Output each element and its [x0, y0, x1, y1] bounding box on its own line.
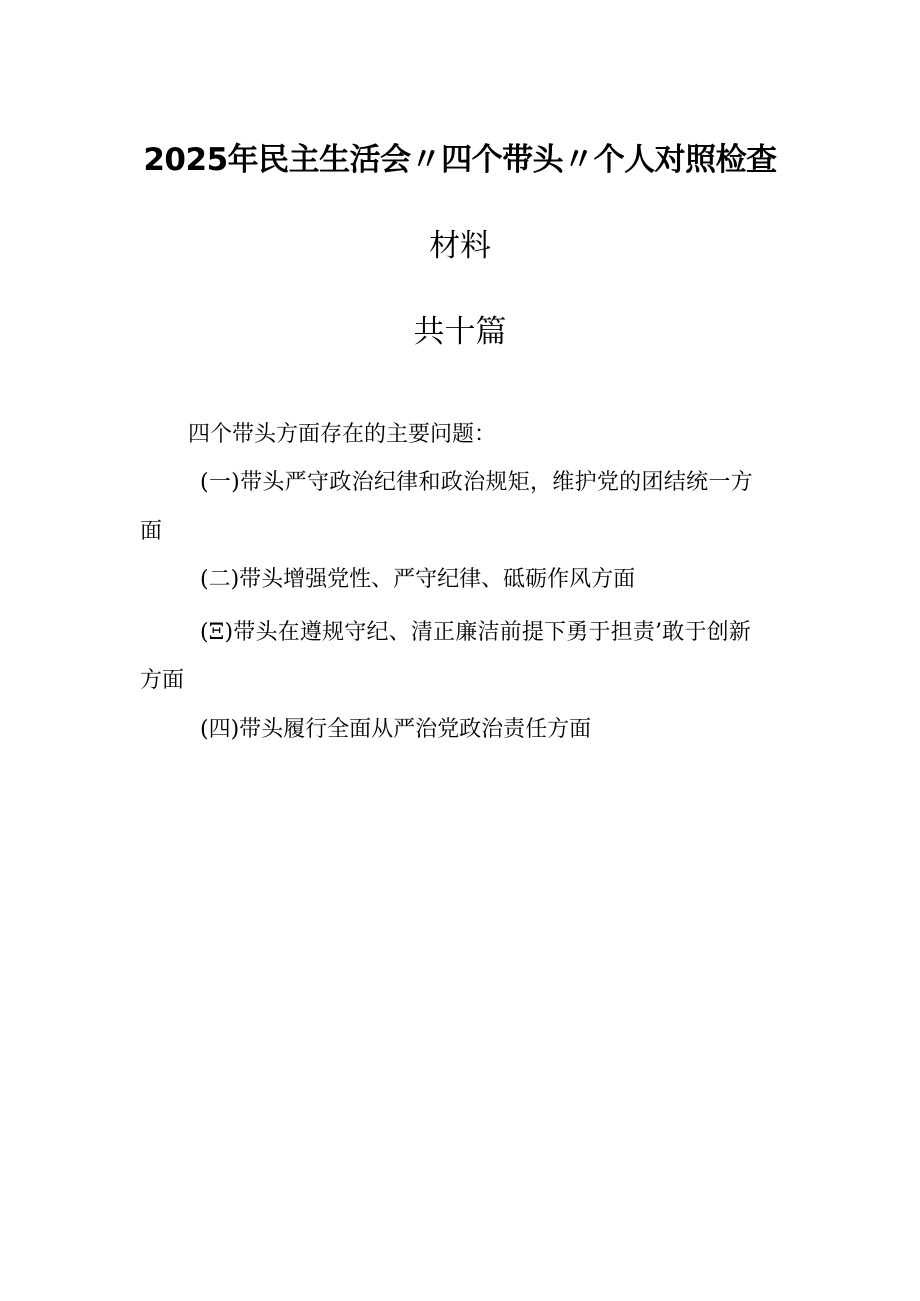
document-title-line-1: 2025年民主生活会〃四个带头〃个人对照检查 — [143, 142, 777, 178]
document-subtitle: 共十篇 — [413, 314, 507, 350]
list-item-4: (四)带头履行全面从严治党政治责任方面 — [200, 717, 592, 742]
list-item-1-line-2: 面 — [140, 519, 163, 544]
list-item-1-line-1: (一)带头严守政治纪律和政治规矩，维护党的团结统一方 — [200, 470, 753, 495]
document-title-line-2: 材料 — [429, 228, 491, 264]
list-item-3-line-2: 方面 — [140, 668, 185, 693]
intro-paragraph: 四个带头方面存在的主要问题： — [188, 422, 497, 447]
list-item-3-line-1: (Ξ)带头在遵规守纪、清正廉洁前提下勇于担责’敢于创新 — [200, 620, 752, 645]
list-item-2: (二)带头增强党性、严守纪律、砥砺作风方面 — [200, 567, 636, 592]
